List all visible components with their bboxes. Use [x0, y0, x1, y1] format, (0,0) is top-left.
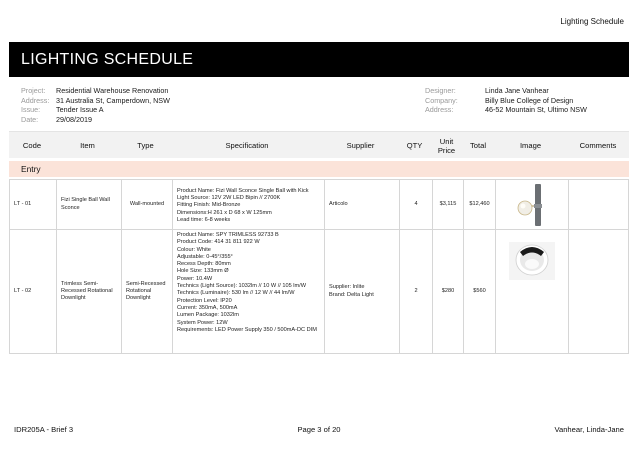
cell-comments	[568, 230, 630, 353]
cell-code: LT - 02	[14, 287, 32, 294]
cell-supplier: Supplier: Inlite Brand: Delta Light	[324, 230, 399, 353]
cell-unit-price: $3,115	[432, 180, 463, 229]
header-code: Code	[22, 141, 42, 150]
cell-specification: Product Name: SPY TRIMLESS 92733 B Product Code: 414 31 811 922 W Colour: White Adjustable: 0-45°/355° Recess Depth: 80mm Hole Size: 133mm Ø Power: 10.4W Technics (Light Source): 1032lm // 10 W // 105 lm/W Technics (Luminaire): 530 lm // 12 W // 44 lm/W Protection Level: IP20 Current: 350mA, 500mA Lumen Package: 1032lm System Power: 12W Requirements: LED Power Supply 350 / 500mA-DC DIM	[172, 230, 324, 353]
project-info	[21, 86, 170, 124]
page-header-title: Lighting Schedule	[560, 17, 624, 26]
table-row	[9, 230, 629, 354]
cell-item: Fizi Single Ball Wall Sconce	[56, 180, 121, 229]
footer-left: IDR205A - Brief 3	[14, 425, 74, 434]
cell-qty: 4	[399, 180, 432, 229]
page-title: LIGHTING SCHEDULE	[21, 51, 194, 68]
cell-type: Semi-Recessed Rotational Downlight	[121, 230, 172, 353]
cell-image	[495, 230, 568, 353]
downlight-image	[505, 238, 559, 284]
title-banner	[9, 42, 629, 77]
cell-total: $560	[463, 230, 495, 353]
header-supplier: Supplier	[346, 141, 375, 150]
company-row: Company: Billy Blue College of Design	[425, 95, 574, 105]
cell-type: Wall-mounted	[121, 180, 172, 229]
designer-address-row: Address: 46-52 Mountain St, Ultimo NSW	[425, 105, 587, 115]
cell-supplier: Articolo	[324, 180, 399, 229]
cell-total: $12,460	[463, 180, 495, 229]
table-header	[9, 131, 629, 158]
footer-page-number: Page 3 of 20	[297, 425, 341, 434]
header-comments: Comments	[579, 141, 617, 150]
header-image: Image	[519, 141, 542, 150]
wall-sconce-image	[512, 182, 552, 228]
header-total: Total	[469, 141, 487, 150]
project-row: Project: Residential Warehouse Renovation	[21, 86, 169, 95]
cell-comments	[568, 180, 630, 229]
footer-right: Vanhear, Linda-Jane	[554, 425, 624, 434]
header-item: Item	[80, 141, 95, 150]
table-row	[9, 179, 629, 230]
header-specification: Specification	[225, 141, 269, 150]
header-type: Type	[137, 141, 154, 150]
designer-row: Designer: Linda Jane Vanhear	[425, 86, 549, 95]
date-row: Date: 29/08/2019	[21, 114, 92, 124]
designer-info	[425, 86, 587, 115]
cell-unit-price: $280	[432, 230, 463, 353]
cell-item: Trimless Semi-Recessed Rotational Downlight	[56, 230, 121, 353]
section-entry	[9, 161, 629, 177]
section-label: Entry	[21, 164, 41, 174]
address-row: Address: 31 Australia St, Camperdown, NSW	[21, 95, 170, 105]
cell-qty: 2	[399, 230, 432, 353]
cell-code: LT - 01	[14, 200, 32, 207]
cell-specification: Product Name: Fizi Wall Sconce Single Ball with Kick Light Source: 12V 2W LED Bipin // 2700K Fitting Finish: Mid-Bronze Dimensions:H 261 x D 68 x W 125mm Lead time: 6-8 weeks	[172, 180, 324, 229]
cell-image	[495, 180, 568, 229]
issue-row: Issue: Tender Issue A	[21, 105, 104, 115]
header-qty: QTY	[406, 141, 423, 150]
header-unit-price: Unit Price	[437, 136, 456, 155]
